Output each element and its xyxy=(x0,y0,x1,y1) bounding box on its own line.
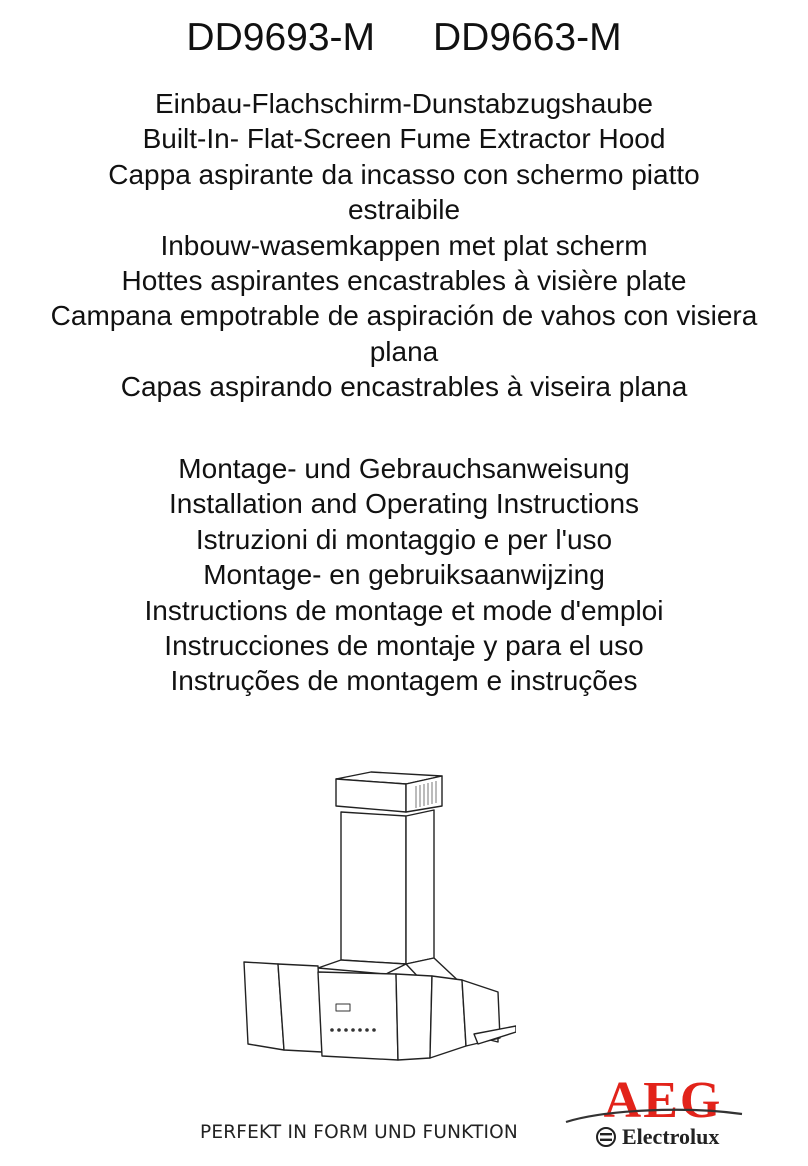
brand-tagline: PERFEKT IN FORM UND FUNKTION xyxy=(200,1122,518,1143)
product-titles xyxy=(20,86,788,405)
title-de: Einbau-Flachschirm-Dunstabzugshaube xyxy=(154,88,654,119)
instr-en: Installation and Operating Instructions xyxy=(168,488,640,520)
instr-it: Istruzioni di montaggio e per l'uso xyxy=(195,523,613,555)
title-nl: Inbouw-wasemkappen met plat scherm xyxy=(160,229,648,261)
model-numbers xyxy=(0,14,808,62)
title-es: Campana empotrable de aspiración de vahos con visiera plana xyxy=(50,300,758,367)
model-number-2: DD9663-M xyxy=(433,16,622,59)
aeg-logo: AEG xyxy=(603,1072,723,1129)
title-en: Built-In- Flat-Screen Fume Extractor Hood xyxy=(142,123,666,155)
instr-pt: Instruções de montagem e instruções xyxy=(170,665,638,697)
electrolux-text: Electrolux xyxy=(622,1124,720,1149)
title-fr: Hottes aspirantes encastrables à visière plate xyxy=(121,265,687,297)
model-number-1: DD9693-M xyxy=(186,16,375,59)
instr-es: Instrucciones de montaje y para el uso xyxy=(164,630,644,662)
title-it: Cappa aspirante da incasso con schermo piatto estraibile xyxy=(108,158,700,226)
logo-swoosh-icon xyxy=(564,1108,744,1124)
instruction-titles xyxy=(20,451,788,699)
electrolux-mark-icon xyxy=(596,1127,616,1147)
instr-fr: Instructions de montage et mode d'emploi xyxy=(144,594,664,626)
instr-de: Montage- und Gebrauchsanweisung xyxy=(178,453,630,484)
instr-nl: Montage- en gebruiksaanwijzing xyxy=(203,559,605,591)
electrolux-logo xyxy=(596,1124,719,1150)
title-pt: Capas aspirando encastrables à viseira plana xyxy=(120,371,688,403)
cooker-hood-drawing xyxy=(236,768,516,1064)
